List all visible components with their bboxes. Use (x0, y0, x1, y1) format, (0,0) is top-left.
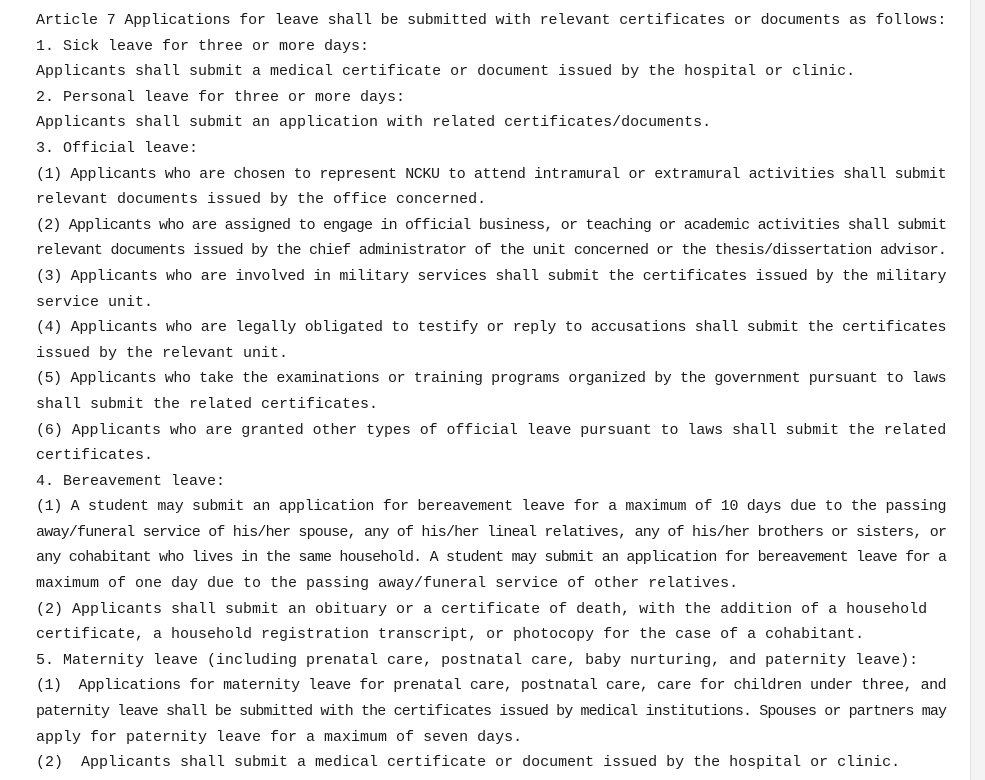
document-line: relevant documents issued by the office concerned. (36, 191, 487, 209)
document-line: Article 7 Applications for leave shall be submitted with relevant certificates or documents as follows: (36, 12, 947, 29)
document-line: paternity leave shall be submitted with the certificates issued by medical institutions. Spouses or partners may (36, 703, 947, 721)
document-line: 3. Official leave: (36, 139, 199, 157)
document-line: (2) Applicants shall submit a medical certificate or document issued by the hospital or clinic. (36, 754, 901, 772)
document-line: (2) Applicants shall submit an obituary or a certificate of death, with the addition of a household (36, 600, 928, 618)
document-line: service unit. (36, 293, 154, 311)
document-body (36, 8, 946, 776)
document-line: relevant documents issued by the chief administrator of the unit concerned or the thesis/dissertation advisor. (36, 242, 947, 260)
document-line: 4. Bereavement leave: (36, 472, 226, 490)
document-line: (1) Applications for maternity leave for prenatal care, postnatal care, care for children under three, and (36, 677, 947, 695)
document-line: (6) Applicants who are granted other types of official leave pursuant to laws shall submit the related (36, 421, 947, 439)
document-line: any cohabitant who lives in the same household. A student may submit an application for bereavement leave for a (36, 549, 947, 567)
document-line: away/funeral service of his/her spouse, any of his/her lineal relatives, any of his/her brothers or sisters, or (36, 523, 947, 541)
document-line: (1) A student may submit an application for bereavement leave for a maximum of 10 days due to the passing (36, 498, 947, 516)
document-line: maximum of one day due to the passing away/funeral service of other relatives. (36, 575, 739, 593)
scrollbar-track[interactable] (970, 0, 985, 780)
document-line: shall submit the related certificates. (36, 395, 379, 413)
document-line: (2) Applicants who are assigned to engage in official business, or teaching or academic activities shall submit (36, 216, 947, 234)
document-line: certificates. (36, 447, 154, 465)
document-line: (4) Applicants who are legally obligated to testify or reply to accusations shall submit the certificates (36, 319, 947, 337)
document-line: (3) Applicants who are involved in military services shall submit the certificates issued by the military (36, 267, 947, 285)
document-line: issued by the relevant unit. (36, 344, 289, 362)
document-line: Applicants shall submit an application with related certificates/documents. (36, 114, 712, 132)
document-line: Applicants shall submit a medical certificate or document issued by the hospital or clinic. (36, 63, 856, 81)
document-line: (5) Applicants who take the examinations or training programs organized by the government pursuant to laws (36, 370, 947, 388)
document-line: 1. Sick leave for three or more days: (36, 37, 370, 55)
document-line: apply for paternity leave for a maximum of seven days. (36, 728, 523, 746)
document-line: 5. Maternity leave (including prenatal care, postnatal care, baby nurturing, and paternity leave): (36, 651, 919, 669)
document-line: 2. Personal leave for three or more days: (36, 88, 406, 106)
document-line: (1) Applicants who are chosen to represent NCKU to attend intramural or extramural activities shall submit (36, 165, 947, 183)
document-line: certificate, a household registration transcript, or photocopy for the case of a cohabitant. (36, 626, 865, 644)
